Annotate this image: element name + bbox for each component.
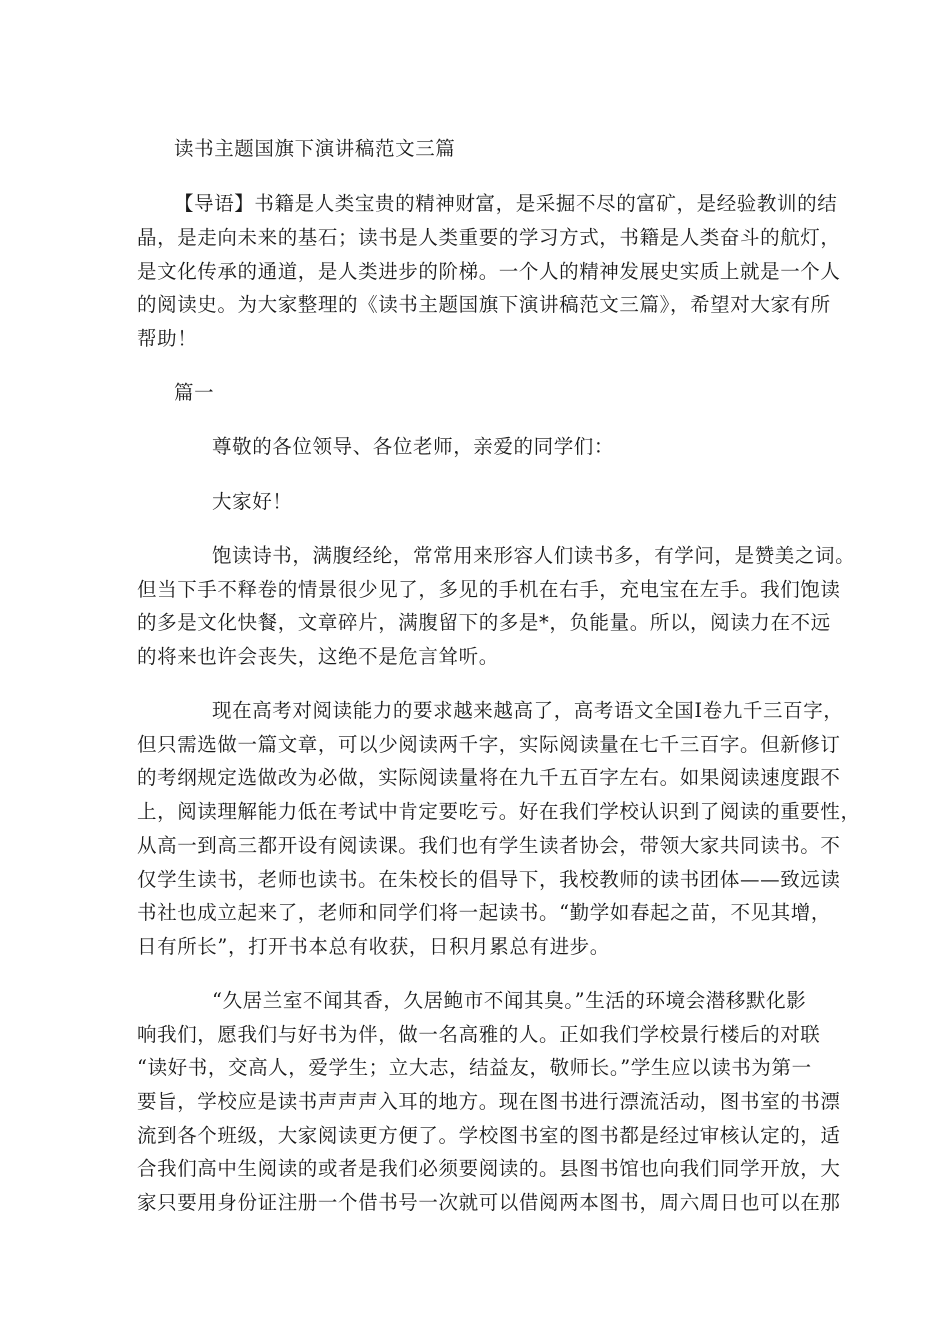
paragraph-line: 饱读诗书，满腹经纶，常常用来形容人们读书多，有学问，是赞美之词。 (212, 544, 856, 567)
paragraph-line: 上，阅读理解能力低在考试中肯定要吃亏。好在我们学校认识到了阅读的重要性， (137, 800, 861, 823)
greeting: 大家好！ (212, 490, 293, 513)
paragraph-line: 书社也成立起来了，老师和同学们将一起读书。“勤学如春起之苗，不见其增， (137, 901, 831, 924)
paragraph-line: 但只需选做一篇文章，可以少阅读两千字，实际阅读量在七千三百字。但新修订 (137, 733, 841, 756)
paragraph-line: “读好书，交高人，爱学生；立大志，结益友，敬师长。”学生应以读书为第一 (137, 1056, 812, 1079)
paragraph-line: 日有所长”，打开书本总有收获，日积月累总有进步。 (137, 935, 610, 958)
document-title: 读书主题国旗下演讲稿范文三篇 (174, 137, 456, 160)
paragraph-line: 的将来也许会丧失，这绝不是危言耸听。 (137, 645, 499, 668)
intro-line: 的阅读史。为大家整理的《读书主题国旗下演讲稿范文三篇》，希望对大家有所 (137, 293, 831, 316)
paragraph-line: 但当下手不释卷的情景很少见了，多见的手机在右手，充电宝在左手。我们饱读 (137, 578, 841, 601)
paragraph-line: 现在高考对阅读能力的要求越来越高了，高考语文全国Ⅰ卷九千三百字， (212, 699, 844, 722)
section-heading: 篇一 (174, 381, 215, 404)
paragraph-line: 家只要用身份证注册一个借书号一次就可以借阅两本图书，周六周日也可以在那 (137, 1191, 841, 1214)
paragraph-line: 流到各个班级，大家阅读更方便了。学校图书室的图书都是经过审核认定的，适 (137, 1124, 841, 1147)
paragraph-line: 从高一到高三都开设有阅读课。我们也有学生读者协会，带领大家共同读书。不 (137, 834, 841, 857)
paragraph-line: 响我们，愿我们与好书为伴，做一名高雅的人。正如我们学校景行楼后的对联 (137, 1023, 821, 1046)
intro-line: 【导语】书籍是人类宝贵的精神财富，是采掘不尽的富矿，是经验教训的结 (174, 192, 838, 215)
intro-line: 帮助！ (137, 327, 198, 350)
paragraph-line: 合我们高中生阅读的或者是我们必须要阅读的。县图书馆也向我们同学开放，大 (137, 1157, 841, 1180)
intro-line: 是文化传承的通道，是人类进步的阶梯。一个人的精神发展史实质上就是一个人 (137, 260, 841, 283)
paragraph-line: 的多是文化快餐，文章碎片，满腹留下的多是*，负能量。所以，阅读力在不远 (137, 611, 831, 634)
paragraph-line: 仅学生读书，老师也读书。在朱校长的倡导下，我校教师的读书团体——致远读 (137, 868, 841, 891)
salutation: 尊敬的各位领导、各位老师，亲爱的同学们： (212, 435, 615, 458)
intro-line: 晶，是走向未来的基石；读书是人类重要的学习方式，书籍是人类奋斗的航灯， (137, 226, 841, 249)
paragraph-line: “久居兰室不闻其香，久居鲍市不闻其臭。”生活的环境会潜移默化影 (212, 989, 807, 1012)
paragraph-line: 的考纲规定选做改为必做，实际阅读量将在九千五百字左右。如果阅读速度跟不 (137, 766, 841, 789)
paragraph-line: 要旨，学校应是读书声声声入耳的地方。现在图书进行漂流活动，图书室的书漂 (137, 1090, 841, 1113)
